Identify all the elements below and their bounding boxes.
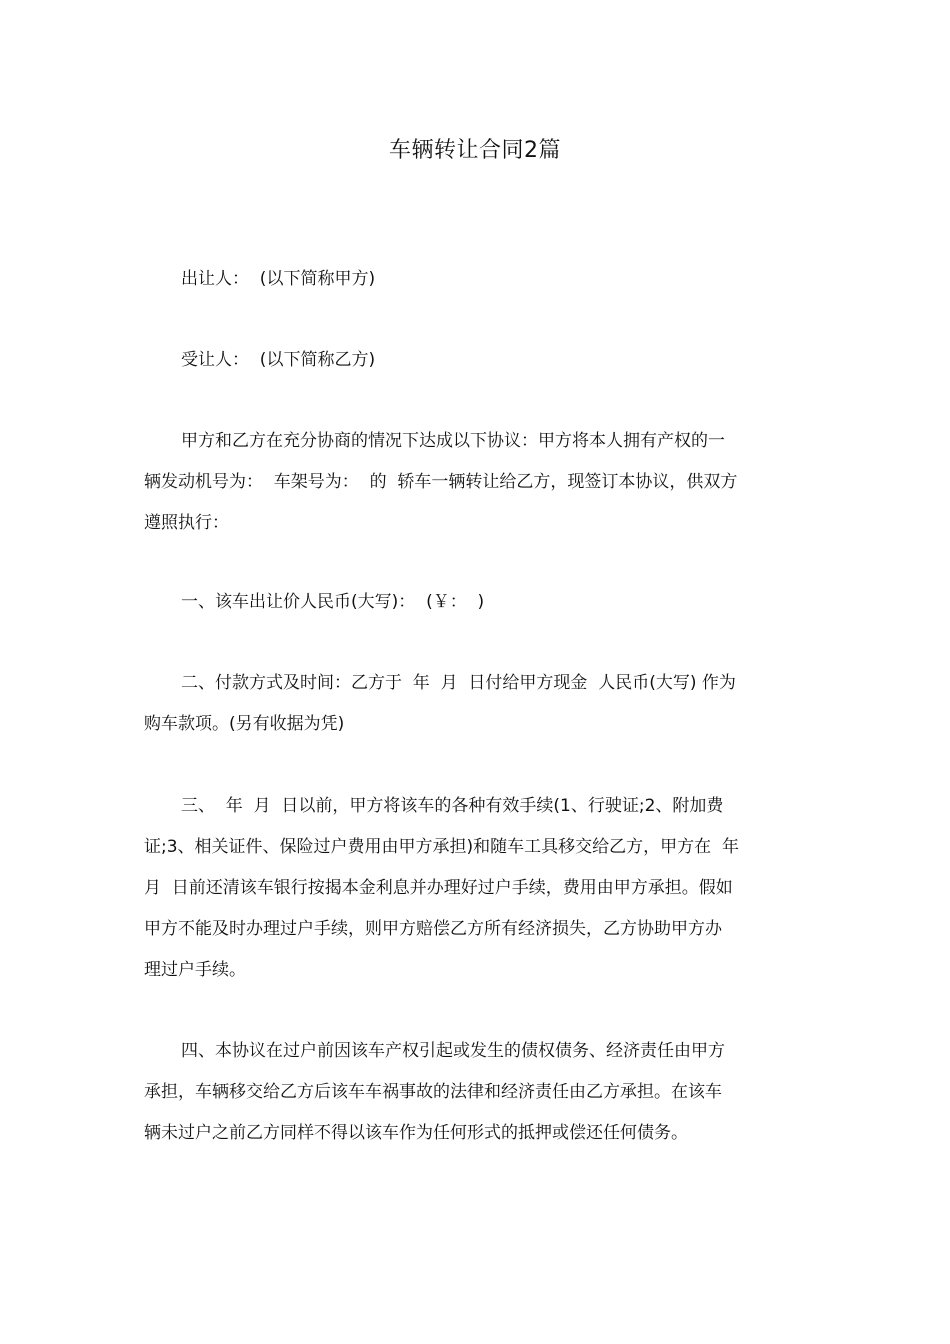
paragraph-line: 四、本协议在过户前因该车产权引起或发生的债权债务、经济责任由甲方 bbox=[181, 1041, 725, 1061]
paragraph-agreement-intro bbox=[144, 421, 810, 544]
paragraph-clause-4 bbox=[144, 1031, 810, 1154]
paragraph-line: 购车款项。(另有收据为凭) bbox=[144, 714, 345, 734]
paragraph-line: 三、 年 月 日以前，甲方将该车的各种有效手续(1、行驶证;2、附加费 bbox=[181, 796, 724, 816]
paragraph-clause-3 bbox=[144, 786, 810, 991]
paragraph-buyer bbox=[144, 340, 810, 381]
paragraph-line: 甲方和乙方在充分协商的情况下达成以下协议：甲方将本人拥有产权的一 bbox=[181, 431, 725, 451]
paragraph-line: 辆发动机号为： 车架号为： 的 轿车一辆转让给乙方，现签订本协议，供双方 bbox=[144, 472, 738, 492]
paragraph-line: 辆未过户之前乙方同样不得以该车作为任何形式的抵押或偿还任何债务。 bbox=[144, 1123, 688, 1143]
document-title: 车辆转让合同2篇 bbox=[389, 138, 561, 163]
paragraph-clause-1 bbox=[144, 582, 810, 623]
paragraph-line: 承担，车辆移交给乙方后该车车祸事故的法律和经济责任由乙方承担。在该车 bbox=[144, 1082, 722, 1102]
paragraph-line: 月 日前还清该车银行按揭本金利息并办理好过户手续，费用由甲方承担。假如 bbox=[144, 878, 733, 898]
paragraph-line: 出让人： (以下简称甲方) bbox=[181, 269, 376, 289]
paragraph-line: 一、该车出让价人民币(大写)： (￥： ) bbox=[181, 592, 485, 612]
paragraph-line: 证;3、相关证件、保险过户费用由甲方承担)和随车工具移交给乙方，甲方在 年 bbox=[144, 837, 739, 857]
paragraph-line: 甲方不能及时办理过户手续，则甲方赔偿乙方所有经济损失，乙方协助甲方办 bbox=[144, 919, 722, 939]
paragraph-line: 理过户手续。 bbox=[144, 960, 246, 980]
paragraph-line: 遵照执行： bbox=[144, 513, 229, 533]
paragraph-seller bbox=[144, 259, 810, 300]
paragraph-line: 受让人： (以下简称乙方) bbox=[181, 350, 376, 370]
paragraph-line: 二、付款方式及时间：乙方于 年 月 日付给甲方现金 人民币(大写) 作为 bbox=[181, 673, 736, 693]
paragraph-clause-2 bbox=[144, 663, 810, 745]
